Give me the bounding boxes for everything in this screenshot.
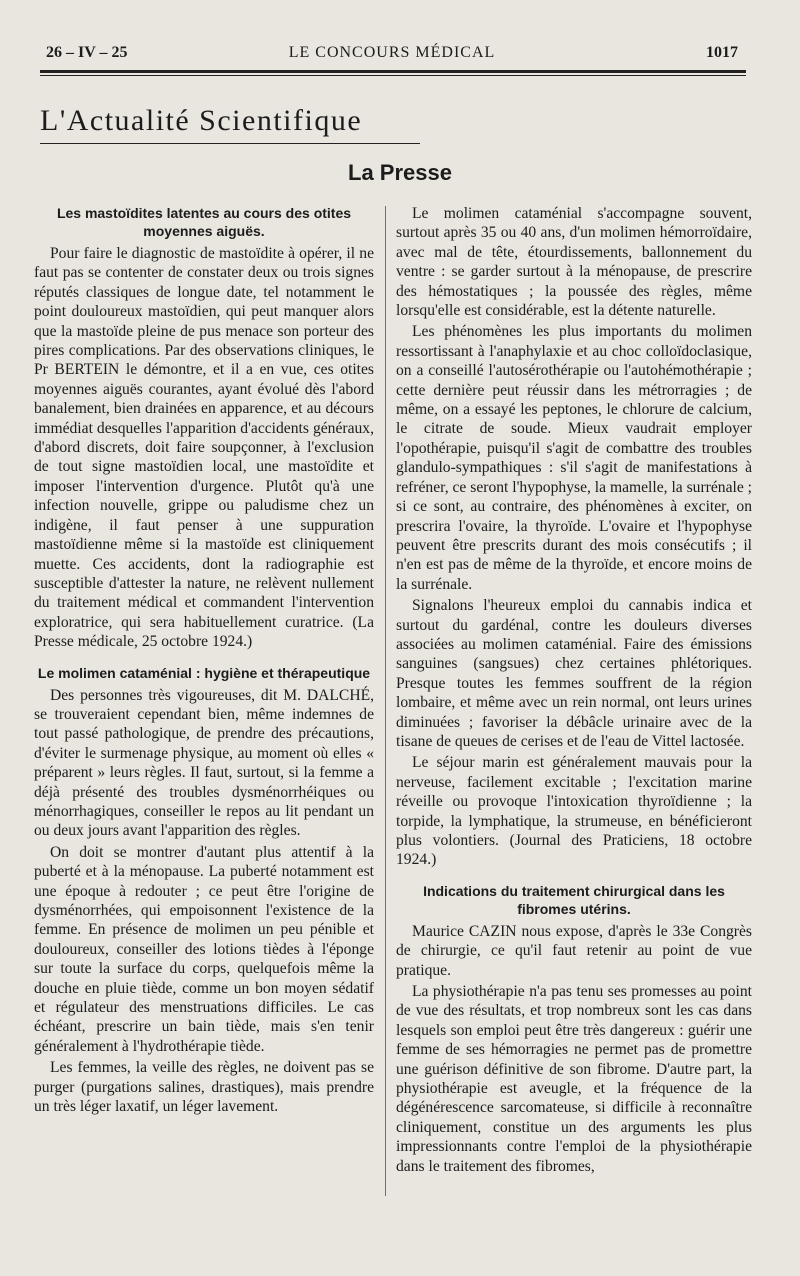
article-title: Indications du traitement chirurgical dans les fibromes utérins.: [423, 882, 725, 917]
article-paragraph: Signalons l'heureux emploi du cannabis indica et surtout du gardénal, contre les douleurs diverses associées au molimen cataménial. Faire des émissions sanguines (sangsues) chez certaines phlétoriques. Presque toutes les femmes souffrent de la région lombaire, et même avec un rein normal, ont leurs urines diminuées ; favoriser la débâcle urinaire avec de la tisane de queues de cerises et de l'eau de Vittel lactosée.: [396, 597, 752, 750]
issue-date: 26 – IV – 25: [46, 44, 128, 61]
article-paragraph: Des personnes très vigoureuses, dit M. DALCHÉ, se trouveraient cependant bien, même indemnes de tout passé pathologique, de prendre des précautions, d'éviter le surmenage physique, au moment où elles « préparent » leurs règles. Il faut, surtout, si la femme a déjà présenté des troubles dysménorrhéiques ou ménorrhagiques, conseiller le repos au lit pendant un ou deux jours avant l'apparition des règles.: [34, 686, 374, 840]
article-paragraph: Les phénomènes les plus importants du molimen ressortissant à l'anaphylaxie et au choc colloïdoclasique, on a conseillé l'autosérothérapie ou l'autohémothérapie ; cette dernière peut réussir dans les métrorragies ; de même, on a essayé les peptones, le chlorure de calcium, le citrate de soude. Mieux vaudrait employer l'opothérapie, puisqu'il s'agit de combattre des troubles glandulo-sympathiques : s'il s'agit de manifestations à refréner, ce seront l'hypophyse, la mamelle, la surrénale ; si ce sont, au contraire, des phénomènes à exciter, on prescrira l'ovaire, la thyroïde. L'ovaire et l'hypophyse peuvent être prescrits durant des mois consécutifs ; il n'en est pas de même de la thyroïde, et encore moins de la surrénale.: [396, 323, 752, 593]
article-paragraph: Maurice CAZIN nous expose, d'après le 33e Congrès de chirurgie, ce qu'il faut retenir au point de vue pratique.: [396, 922, 752, 979]
article-paragraph: La physiothérapie n'a pas tenu ses promesses au point de vue des résultats, et trop nombreux sont les cas dans lesquels son emploi peut être très dangereux : guérir une femme de ses hémorragies ne permet pas de promettre une guérison définitive de son fibrome. D'autre part, la physiothérapie est aveugle, et la fréquence de la dégénérescence sarcomateuse, si difficile à reconnaître cliniquement, constitue un des arguments les plus impressionnants contre l'emploi de la physiothérapie dans le traitement des fibromes,: [396, 983, 752, 1175]
article-paragraph: On doit se montrer d'autant plus attentif à la puberté et à la ménopause. La puberté notamment est une époque à redouter ; ce peut être l'origine de dysménorrhées, qui empoisonnent l'existence de la femme. En présence de molimen un peu pénible et douloureux, conseiller des lotions tièdes à l'éponge sur toute la surface du corps, quelquefois même la douche en pluie tiède, comme un bon moyen sédatif et régulateur des menstruations difficiles. Le cas échéant, prescrire un bain tiède, mais s'en tenir généralement à l'hydrothérapie tiède.: [34, 843, 374, 1055]
header-rule-thin: [40, 75, 746, 76]
article-paragraph: Le molimen cataménial s'accompagne souvent, surtout après 35 ou 40 ans, d'un molimen hémorroïdaire, avec mal de tête, étourdissements, ballonnement du ventre : se garder surtout à la ménopause, de prescrire des hémostatiques ; la poussée des règles, même lorsqu'elle est considérable, est la détente naturelle.: [396, 205, 752, 320]
section-title-underline: [40, 143, 420, 144]
page-header: [36, 44, 748, 70]
article-paragraph: Pour faire le diagnostic de mastoïdite à opérer, il ne faut pas se contenter de constater deux ou trois signes réputés classiques de longue date, tel notamment le point douloureux mastoïdien, qui peut manquer alors que la mastoïde pleine de pus menace son porteur des pires complications. Par des observations cliniques, le Pr BERTEIN le démontre, et il a en vue, ces otites moyennes aiguës courantes, ayant évolué dès l'abord banalement, bien drainées en apparence, et au décours immédiat desquelles l'apparition d'accidents généraux, d'abord discrets, doit faire soupçonner, à l'exclusion de tout signe mastoïdien local, une mastoïdite et imposer l'intervention d'urgence. Plutôt qu'à une infection nouvelle, grippe ou paludisme chez un indigène, il faut penser à une suppuration mastoïdienne même si la mastoïde est cliniquement muette. Ces accidents, dont la radiographie est susceptible d'attester la nature, ne relèvent nullement du traitement médical et commandent l'intervention exploratrice, qui sera habituellement curatrice. (La Presse médicale, 25 octobre 1924.): [34, 245, 374, 651]
header-rule-thick: [40, 70, 746, 73]
right-column: [396, 204, 752, 1178]
article-paragraph: Les femmes, la veille des règles, ne doivent pas se purger (purgations salines, drastiques), mais prendre un très léger laxatif, un léger lavement.: [34, 1059, 374, 1116]
subsection-title: La Presse: [348, 160, 452, 185]
section-title: L'Actualité Scientifique: [40, 104, 363, 137]
left-column: [34, 204, 374, 1118]
article-paragraph: Le séjour marin est généralement mauvais pour la nerveuse, facilement excitable ; l'excitation marine réveille ou provoque l'intoxication thyroïdienne ; la torpide, la lymphatique, la strumeuse, en bénéficieront plus volontiers. (Journal des Praticiens, 18 octobre 1924.): [396, 754, 752, 869]
article-title: Le molimen cataménial : hygiène et thérapeutique: [37, 664, 371, 681]
page-number: 1017: [706, 44, 738, 61]
journal-title: LE CONCOURS MÉDICAL: [288, 44, 496, 61]
column-divider: [385, 206, 386, 1196]
article-title: Les mastoïdites latentes au cours des otites moyennes aiguës.: [56, 205, 352, 239]
